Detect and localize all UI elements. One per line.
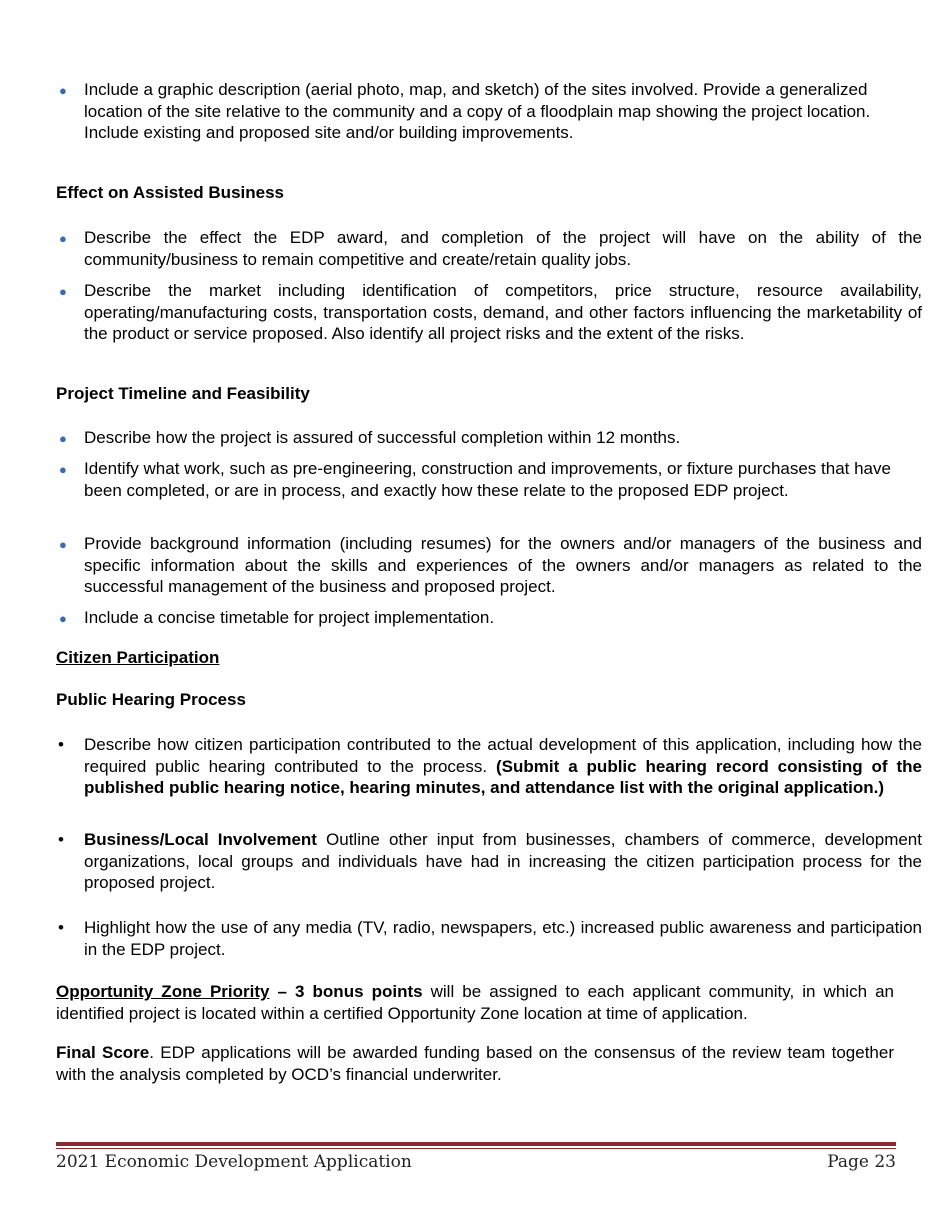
list-item-text: Identify what work, such as pre-engineering, construction and improvements, or fixture purchases that have been completed, or are in process, and exactly how these relate to the proposed EDP project.: [84, 459, 891, 500]
list-item-text: Describe the market including identification of competitors, price structure, resource availability, operating/manufacturing costs, transportation costs, demand, and other factors influencing the marketability of the product or service proposed. Also identify all project risks and the extent of the risks.: [84, 281, 922, 343]
list-item-text: Describe how the project is assured of successful completion within 12 months.: [84, 428, 681, 447]
bullet-icon: ●: [59, 611, 67, 626]
list-item-text: [84, 829, 922, 894]
list-item: [56, 458, 922, 501]
footer-divider: [56, 1142, 896, 1146]
list-item-plain-text: Outline other input from businesses, chambers of commerce, development organizations, local groups and individuals have had in increasing the citizen participation process for the proposed project.: [84, 830, 922, 892]
list-item-plain-text: Describe how citizen participation contributed to the actual development of this application, including how the required public hearing contributed to the process.: [84, 735, 922, 776]
opportunity-zone-title: Opportunity Zone Priority: [56, 982, 270, 1001]
bullet-icon: ●: [59, 462, 67, 477]
page-footer: [56, 1151, 896, 1173]
bonus-points-text: – 3 bonus points: [269, 982, 423, 1001]
bullet-icon: ●: [59, 537, 67, 552]
list-item-text: Provide background information (including resumes) for the owners and/or managers of the business and specific information about the skills and experiences of the owners and/or managers as related to the successful management of the business and proposed project.: [84, 534, 922, 596]
list-item: [56, 533, 922, 598]
list-item-text: [84, 734, 922, 799]
list-item-text: Highlight how the use of any media (TV, radio, newspapers, etc.) increased public awareness and participation in the EDP project.: [84, 918, 922, 959]
list-item-text: Describe the effect the EDP award, and completion of the project will have on the ability of the community/business to remain competitive and create/retain quality jobs.: [84, 228, 922, 269]
footer-page-number: Page 23: [827, 1152, 896, 1172]
opportunity-zone-text: will be assigned to each applicant community, in which an identified project is located within a certified Opportunity Zone location at time of application.: [56, 982, 894, 1023]
list-item: [56, 829, 922, 894]
list-item: [56, 734, 922, 799]
bullet-icon: ●: [59, 83, 67, 98]
footer-document-title: 2021 Economic Development Application: [56, 1152, 412, 1172]
subsection-heading-public-hearing: Public Hearing Process: [56, 690, 246, 709]
final-score-paragraph: [56, 1042, 894, 1085]
list-item: [56, 79, 922, 144]
list-item-text: Include a concise timetable for project implementation.: [84, 608, 495, 627]
final-score-title: Final Score: [56, 1043, 150, 1062]
bullet-icon: •: [58, 735, 64, 754]
bullet-icon: ●: [59, 431, 67, 446]
section-heading-citizen: Citizen Participation: [56, 648, 220, 667]
bullet-icon: ●: [59, 284, 67, 299]
bullet-icon: •: [58, 918, 64, 937]
section-heading-effect: Effect on Assisted Business: [56, 183, 284, 202]
list-item: [56, 607, 922, 629]
opportunity-zone-paragraph: [56, 981, 894, 1024]
list-item: [56, 227, 922, 270]
list-item-bold-text: (Submit a public hearing record consisting of the published public hearing notice, hearing minutes, and attendance list with the original application.): [84, 756, 922, 797]
bullet-icon: •: [58, 830, 64, 849]
section-heading-timeline: Project Timeline and Feasibility: [56, 384, 310, 403]
list-item: [56, 917, 922, 960]
list-item-text: Include a graphic description (aerial photo, map, and sketch) of the sites involved. Provide a generalized location of the site relative to the community and a copy of a floodplain map showing the project location. Include existing and proposed site and/or building improvements.: [84, 80, 871, 142]
final-score-text: . EDP applications will be awarded funding based on the consensus of the review team together with the analysis completed by OCD’s financial underwriter.: [56, 1043, 894, 1084]
list-item: [56, 280, 922, 345]
bullet-icon: ●: [59, 231, 67, 246]
list-item-bold-text: Business/Local Involvement: [84, 830, 317, 849]
list-item: [56, 427, 922, 449]
footer-divider-thin: [56, 1148, 896, 1149]
